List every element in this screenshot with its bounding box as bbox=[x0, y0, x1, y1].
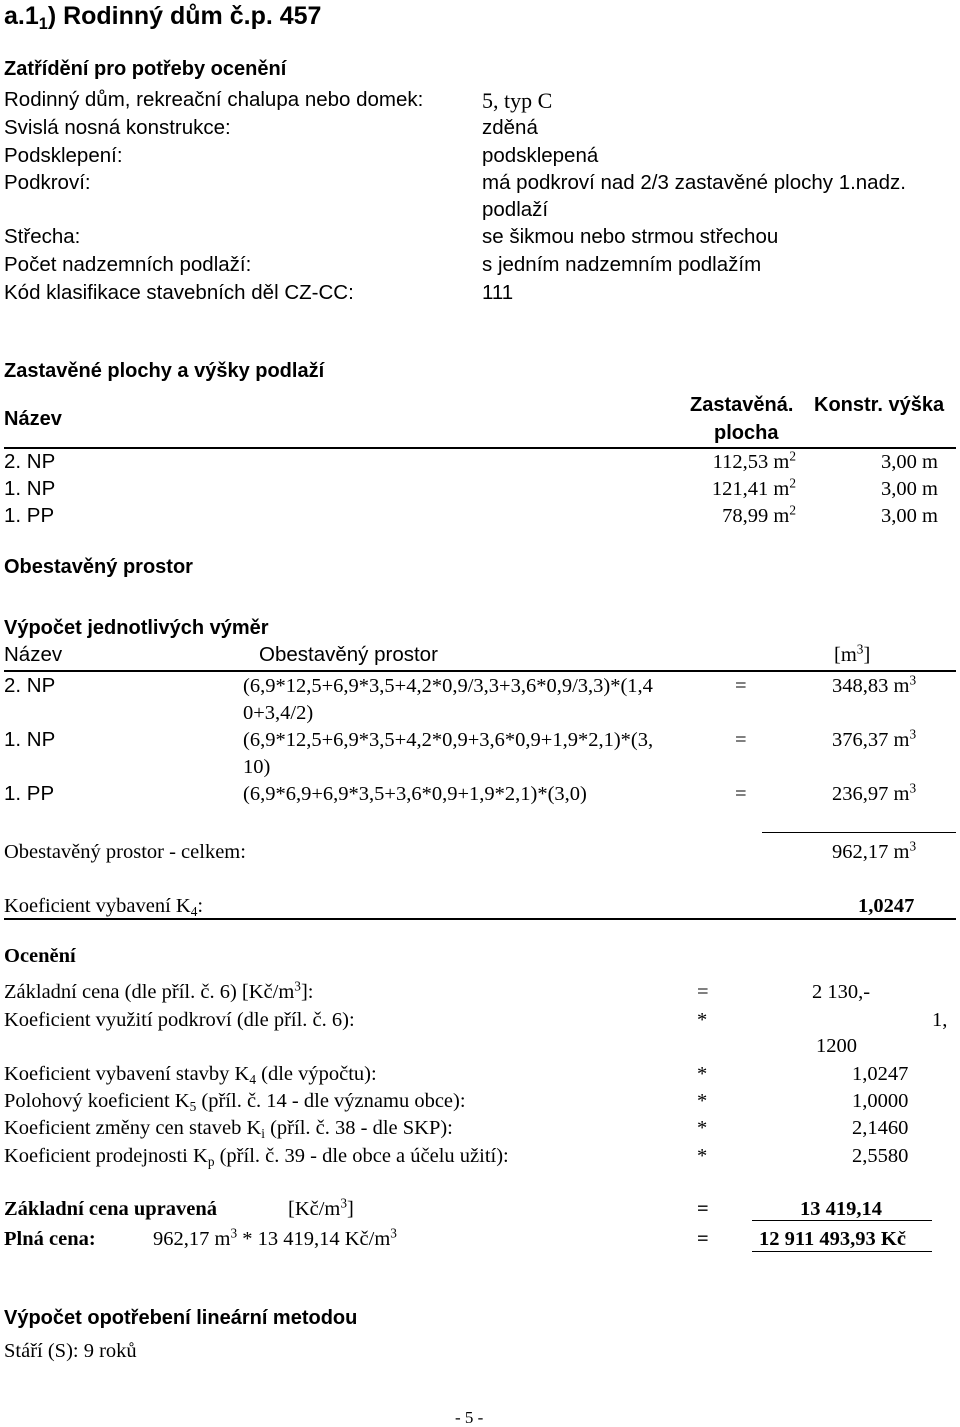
valuation-operator: = bbox=[697, 981, 709, 1003]
volume-row-equals: = bbox=[735, 783, 747, 805]
full-price-operator: = bbox=[697, 1228, 709, 1250]
volume-col-formula: Obestavěný prostor bbox=[259, 643, 438, 666]
volume-row-name: 1. PP bbox=[4, 782, 55, 805]
valuation-heading: Ocenění bbox=[4, 945, 76, 967]
valuation-value: 2,5580 bbox=[852, 1145, 909, 1167]
floor-height: 3,00 m bbox=[881, 505, 938, 527]
floors-heading: Zastavěné plochy a výšky podlaží bbox=[4, 360, 325, 382]
volume-row-formula: (6,9*6,9+6,9*3,5+3,6*0,9+1,9*2,1)*(3,0) bbox=[243, 783, 587, 805]
valuation-label: Základní cena (dle příl. č. 6) $[Kč/m^3]$: bbox=[4, 978, 314, 1003]
volume-row-formula-continued: 0+3,4/2) bbox=[243, 702, 314, 724]
adjusted-price-operator: = bbox=[697, 1198, 709, 1220]
classification-value: 111 bbox=[482, 281, 514, 304]
classification-label: Počet nadzemních podlaží: bbox=[4, 253, 252, 276]
classification-label: Svislá nosná konstrukce: bbox=[4, 116, 231, 139]
volume-total-rule bbox=[762, 832, 956, 833]
volume-calc-heading: Výpočet jednotlivých výměr bbox=[4, 617, 269, 639]
adjusted-price-rule bbox=[752, 1220, 932, 1221]
volume-col-name: Název bbox=[4, 643, 63, 666]
volume-row-name: 1. NP bbox=[4, 728, 56, 751]
volume-row-name: 2. NP bbox=[4, 674, 56, 697]
classification-label: Podkroví: bbox=[4, 171, 91, 194]
volume-row-formula: (6,9*12,5+6,9*3,5+4,2*0,9/3,3+3,6*0,9/3,3)*(1,4 bbox=[243, 675, 653, 697]
floor-area: 112,53 $m^2$ bbox=[712, 448, 796, 473]
adjusted-price-value: 13 419,14 bbox=[800, 1198, 882, 1220]
volume-row-equals: = bbox=[735, 729, 747, 751]
floor-area: 121,41 $m^2$ bbox=[711, 475, 796, 500]
valuation-value-continued: 1200 bbox=[816, 1035, 857, 1057]
full-price-label: Plná cena: bbox=[4, 1228, 96, 1250]
floor-name: 1. PP bbox=[4, 504, 55, 527]
classification-label: Kód klasifikace stavebních děl CZ-CC: bbox=[4, 281, 354, 304]
valuation-label: Koeficient změny cen staveb $K_i$ (příl. č. 38 - dle SKP): bbox=[4, 1117, 453, 1141]
equipment-value: 1,0247 bbox=[858, 895, 915, 917]
volume-heading: Obestavěný prostor bbox=[4, 556, 193, 578]
classification-value: zděná bbox=[482, 116, 538, 139]
volume-row-formula-continued: 10) bbox=[243, 756, 271, 778]
floor-height: 3,00 m bbox=[881, 451, 938, 473]
volume-col-unit: $[m^3]$ bbox=[834, 641, 871, 666]
classification-value: se šikmou nebo strmou střechou bbox=[482, 225, 779, 248]
floors-col-name: Název bbox=[4, 408, 62, 430]
classification-label: Rodinný dům, rekreační chalupa nebo domek: bbox=[4, 88, 424, 111]
adjusted-price-label: Základní cena upravená bbox=[4, 1198, 218, 1220]
depreciation-heading: Výpočet opotřebení lineární metodou bbox=[4, 1307, 358, 1329]
volume-header-rule bbox=[4, 670, 956, 672]
adjusted-price-unit: $[Kč/m^3]$ bbox=[288, 1195, 354, 1220]
valuation-label: Polohový koeficient $K_5$ (příl. č. 14 - dle významu obce): bbox=[4, 1090, 466, 1114]
volume-total-value: 962,17 $m^3$ bbox=[832, 838, 917, 863]
valuation-operator: * bbox=[697, 1117, 708, 1139]
classification-value: 5, typ C bbox=[482, 88, 553, 113]
valuation-label: Koeficient vybavení stavby $K_4$ (dle výpočtu): bbox=[4, 1063, 377, 1087]
floors-header-rule bbox=[4, 447, 956, 449]
equipment-label: Koeficient vybavení $K_4$: bbox=[4, 895, 204, 919]
valuation-label: Koeficient prodejnosti $K_p$ (příl. č. 39 - dle obce a účelu užití): bbox=[4, 1145, 509, 1169]
page-number: - 5 - bbox=[455, 1408, 484, 1427]
floors-col-area: Zastavěná. bbox=[690, 394, 794, 416]
classification-label: Střecha: bbox=[4, 225, 81, 248]
valuation-value: 2 130,- bbox=[812, 981, 871, 1003]
volume-row-value: 236,97 $m^3$ bbox=[832, 780, 917, 805]
valuation-operator: * bbox=[697, 1063, 708, 1085]
valuation-label: Koeficient využití podkroví (dle příl. č. 6): bbox=[4, 1009, 355, 1031]
classification-value: má podkroví nad 2/3 zastavěné plochy 1.nadz. bbox=[482, 171, 906, 194]
valuation-value: 1, bbox=[932, 1009, 948, 1031]
volume-row-value: 348,83 $m^3$ bbox=[832, 672, 917, 697]
floor-height: 3,00 m bbox=[881, 478, 938, 500]
equipment-rule bbox=[4, 918, 956, 920]
floor-area: 78,99 $m^2$ bbox=[722, 502, 796, 527]
floors-col-area-2: plocha bbox=[714, 422, 779, 444]
floor-name: 1. NP bbox=[4, 477, 56, 500]
valuation-value: 1,0247 bbox=[852, 1063, 909, 1085]
full-price-expression: 962,17 $m^3 * 13$ 419,14 $Kč/m^3$ bbox=[153, 1225, 397, 1250]
classification-label: Podsklepení: bbox=[4, 144, 123, 167]
classification-value: podsklepená bbox=[482, 144, 599, 167]
full-price-rule bbox=[752, 1251, 932, 1252]
depreciation-age: Stáří (S): 9 roků bbox=[4, 1340, 137, 1362]
valuation-operator: * bbox=[697, 1009, 708, 1031]
volume-row-value: 376,37 $m^3$ bbox=[832, 726, 917, 751]
floor-name: 2. NP bbox=[4, 450, 56, 473]
valuation-value: 1,0000 bbox=[852, 1090, 909, 1112]
valuation-operator: * bbox=[697, 1090, 708, 1112]
classification-heading: Zatřídění pro potřeby ocenění bbox=[4, 58, 287, 80]
floors-col-height: Konstr. výška bbox=[814, 394, 945, 416]
volume-row-formula: (6,9*12,5+6,9*3,5+4,2*0,9+3,6*0,9+1,9*2,1)*(3, bbox=[243, 729, 654, 751]
valuation-value: 2,1460 bbox=[852, 1117, 909, 1139]
full-price-value: 12 911 493,93 Kč bbox=[759, 1228, 906, 1250]
valuation-operator: * bbox=[697, 1145, 708, 1167]
page-title: $a.1_1$) Rodinný dům č.p. 457 bbox=[4, 2, 322, 33]
classification-value: s jedním nadzemním podlažím bbox=[482, 253, 762, 276]
classification-value-continued: podlaží bbox=[482, 198, 549, 221]
volume-total-label: Obestavěný prostor - celkem: bbox=[4, 841, 246, 863]
volume-row-equals: = bbox=[735, 675, 747, 697]
